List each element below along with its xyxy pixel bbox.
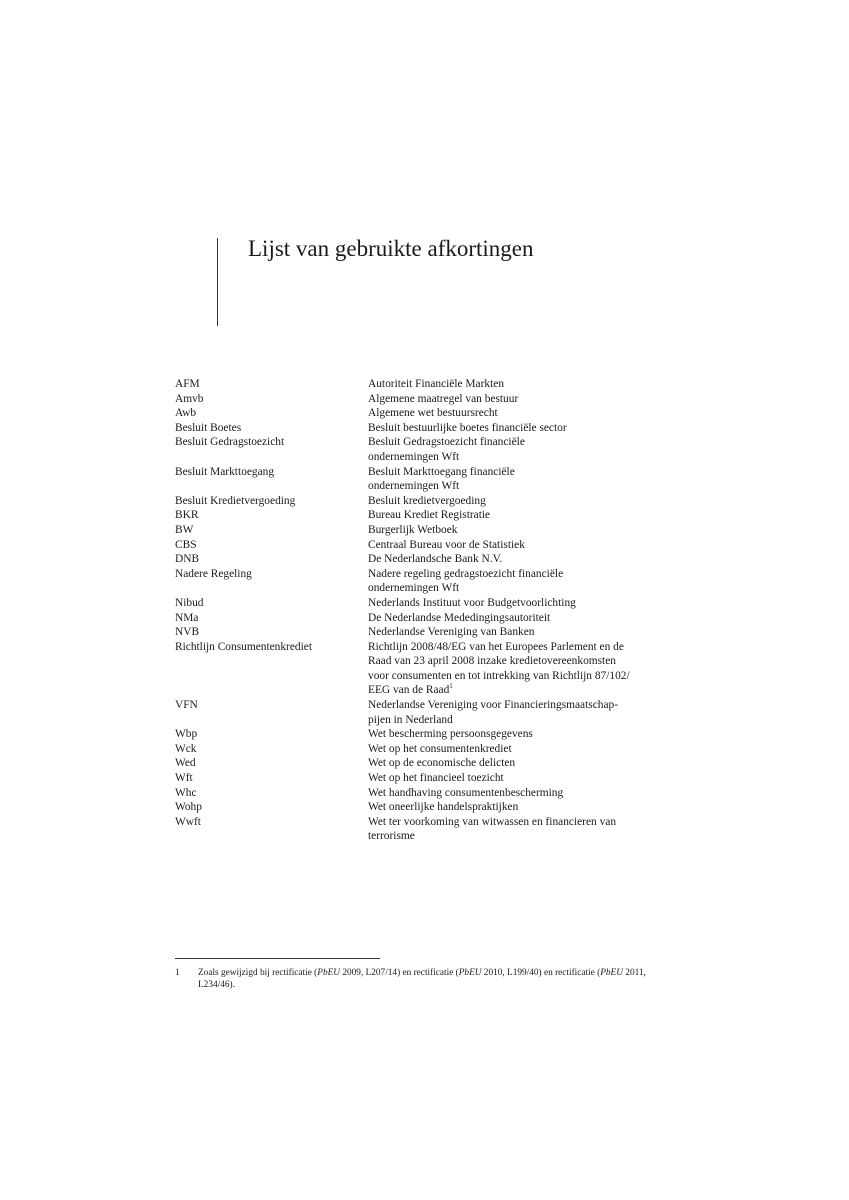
definition-line: ondernemingen Wft xyxy=(368,480,460,493)
abbreviation-term: Wck xyxy=(175,742,197,755)
abbreviation-term: Wwft xyxy=(175,815,201,828)
abbreviation-term: Nadere Regeling xyxy=(175,567,252,580)
abbreviation-definition xyxy=(368,377,665,392)
definition-line: voor consumenten en tot intrekking van Richtlijn 87/102/ xyxy=(368,669,630,682)
footnote-journal-name: PbEU xyxy=(317,968,340,978)
definition-line: Besluit Gedragstoezicht financiële xyxy=(368,436,525,449)
definition-line: De Nederlandsche Bank N.V. xyxy=(368,553,503,566)
abbreviation-definition xyxy=(368,800,665,815)
abbreviation-row xyxy=(175,625,665,640)
definition-line: Richtlijn 2008/48/EG van het Europees Parlement en de xyxy=(368,640,624,653)
footnote-journal-name: PbEU xyxy=(458,968,482,978)
abbreviation-term: Wohp xyxy=(175,801,202,814)
abbreviation-term: VFN xyxy=(175,699,198,712)
abbreviation-term: Amvb xyxy=(175,392,204,405)
abbreviation-row xyxy=(175,494,665,509)
abbreviation-definition xyxy=(368,640,665,698)
definition-line: Algemene maatregel van bestuur xyxy=(368,392,519,405)
abbreviation-row xyxy=(175,640,665,698)
definition-line: Algemene wet bestuursrecht xyxy=(368,407,498,420)
abbreviation-term: Besluit Markttoegang xyxy=(175,465,275,478)
abbreviation-row xyxy=(175,786,665,801)
abbreviation-definition xyxy=(368,523,665,538)
definition-line: Wet op het consumentenkrediet xyxy=(368,742,512,755)
footnote-text xyxy=(198,967,665,991)
abbreviation-row xyxy=(175,756,665,771)
abbreviation-row xyxy=(175,552,665,567)
abbreviation-definition xyxy=(368,786,665,801)
abbreviation-term: NMa xyxy=(175,611,199,624)
abbreviation-definition xyxy=(368,538,665,553)
abbreviation-term: Richtlijn Consumentenkrediet xyxy=(175,640,312,653)
abbreviation-definition xyxy=(368,727,665,742)
abbreviation-definition xyxy=(368,756,665,771)
page-title: Lijst van gebruikte afkortingen xyxy=(248,236,534,261)
definition-line: Wet bescherming persoonsgegevens xyxy=(368,728,533,741)
abbreviation-row xyxy=(175,377,665,392)
abbreviation-term: CBS xyxy=(175,538,197,551)
footnote-rule xyxy=(175,958,380,959)
definition-line: Wet oneerlijke handelspraktijken xyxy=(368,801,519,814)
definition-line: Nadere regeling gedragstoezicht financiële xyxy=(368,567,564,580)
abbreviation-term: BW xyxy=(175,523,194,536)
abbreviation-term: NVB xyxy=(175,626,200,639)
abbreviation-term: Nibud xyxy=(175,596,204,609)
abbreviation-row xyxy=(175,392,665,407)
abbreviation-definition xyxy=(368,596,665,611)
definition-line: Wet op het financieel toezicht xyxy=(368,772,504,785)
definition-line: Centraal Bureau voor de Statistiek xyxy=(368,538,525,551)
abbreviation-term: Besluit Gedragstoezicht xyxy=(175,436,285,449)
abbreviation-term: AFM xyxy=(175,378,200,390)
footnote-text-part: 2011, L234/46). xyxy=(198,968,646,990)
definition-line: Nederlands Instituut voor Budgetvoorlichting xyxy=(368,596,576,609)
abbreviation-definition xyxy=(368,465,665,494)
abbreviation-definition xyxy=(368,771,665,786)
definition-line: Wet handhaving consumentenbescherming xyxy=(368,786,564,799)
abbreviation-term: Besluit Boetes xyxy=(175,421,242,434)
definition-line: Besluit Markttoegang financiële xyxy=(368,465,515,478)
footnote-text-part: 2009, L207/14) en rectificatie ( xyxy=(340,968,459,978)
abbreviation-list xyxy=(175,377,665,844)
abbreviation-definition xyxy=(368,815,665,844)
footnote-text-part: Zoals gewijzigd bij rectificatie ( xyxy=(198,968,318,978)
definition-line: Burgerlijk Wetboek xyxy=(368,523,458,536)
definition-line: Nederlandse Vereniging van Banken xyxy=(368,626,535,639)
abbreviation-definition xyxy=(368,552,665,567)
abbreviation-row xyxy=(175,698,665,727)
abbreviation-definition xyxy=(368,742,665,757)
abbreviation-definition xyxy=(368,567,665,596)
abbreviation-definition xyxy=(368,611,665,626)
definition-line: Besluit bestuurlijke boetes financiële sector xyxy=(368,421,567,434)
abbreviation-term: Awb xyxy=(175,407,197,420)
abbreviation-definition xyxy=(368,698,665,727)
abbreviation-definition xyxy=(368,494,665,509)
abbreviation-row xyxy=(175,435,665,464)
abbreviation-row xyxy=(175,538,665,553)
definition-line: Nederlandse Vereniging voor Financieringsmaatschap- xyxy=(368,699,618,712)
definition-line: De Nederlandse Mededingingsautoriteit xyxy=(368,611,551,624)
abbreviation-definition xyxy=(368,435,665,464)
definition-line: ondernemingen Wft xyxy=(368,450,460,463)
abbreviation-row xyxy=(175,815,665,844)
abbreviation-definition xyxy=(368,508,665,523)
abbreviation-row xyxy=(175,523,665,538)
abbreviation-row xyxy=(175,771,665,786)
abbreviation-definition xyxy=(368,625,665,640)
abbreviation-definition xyxy=(368,421,665,436)
abbreviation-term: Wbp xyxy=(175,728,198,741)
abbreviation-term: Wed xyxy=(175,757,196,770)
footnote xyxy=(175,967,665,991)
abbreviation-row xyxy=(175,508,665,523)
definition-line: Wet ter voorkoming van witwassen en financieren van xyxy=(368,815,617,828)
abbreviation-term: Whc xyxy=(175,786,197,799)
footnote-text-part: 2010, L199/40) en rectificatie ( xyxy=(481,968,601,978)
definition-line: Bureau Krediet Registratie xyxy=(368,509,491,522)
definition-line: EEG van de Raad$^1$ xyxy=(368,682,453,697)
abbreviation-term: Wft xyxy=(175,772,193,785)
abbreviation-definition xyxy=(368,406,665,421)
abbreviation-row xyxy=(175,465,665,494)
abbreviation-row xyxy=(175,567,665,596)
abbreviation-definition xyxy=(368,392,665,407)
footnote-reference: 1 xyxy=(449,682,453,691)
definition-line: Autoriteit Financiële Markten xyxy=(368,378,505,390)
abbreviation-row xyxy=(175,742,665,757)
definition-line: Wet op de economische delicten xyxy=(368,757,516,770)
footnote-journal-name: PbEU xyxy=(600,968,623,978)
chapter-vertical-rule xyxy=(217,238,218,326)
definition-line: Besluit kredietvergoeding xyxy=(368,494,486,507)
definition-line: terrorisme xyxy=(368,830,415,843)
abbreviation-row xyxy=(175,421,665,436)
definition-line: ondernemingen Wft xyxy=(368,582,460,595)
abbreviation-row xyxy=(175,727,665,742)
abbreviation-row xyxy=(175,611,665,626)
abbreviation-term: Besluit Kredietvergoeding xyxy=(175,494,296,507)
abbreviation-row xyxy=(175,596,665,611)
abbreviation-row xyxy=(175,406,665,421)
footnote-number: 1 xyxy=(175,968,180,978)
abbreviation-term: BKR xyxy=(175,509,199,522)
definition-line: pijen in Nederland xyxy=(368,713,453,726)
definition-line: Raad van 23 april 2008 inzake kredietovereenkomsten xyxy=(368,655,616,668)
abbreviation-row xyxy=(175,800,665,815)
abbreviation-term: DNB xyxy=(175,553,200,566)
